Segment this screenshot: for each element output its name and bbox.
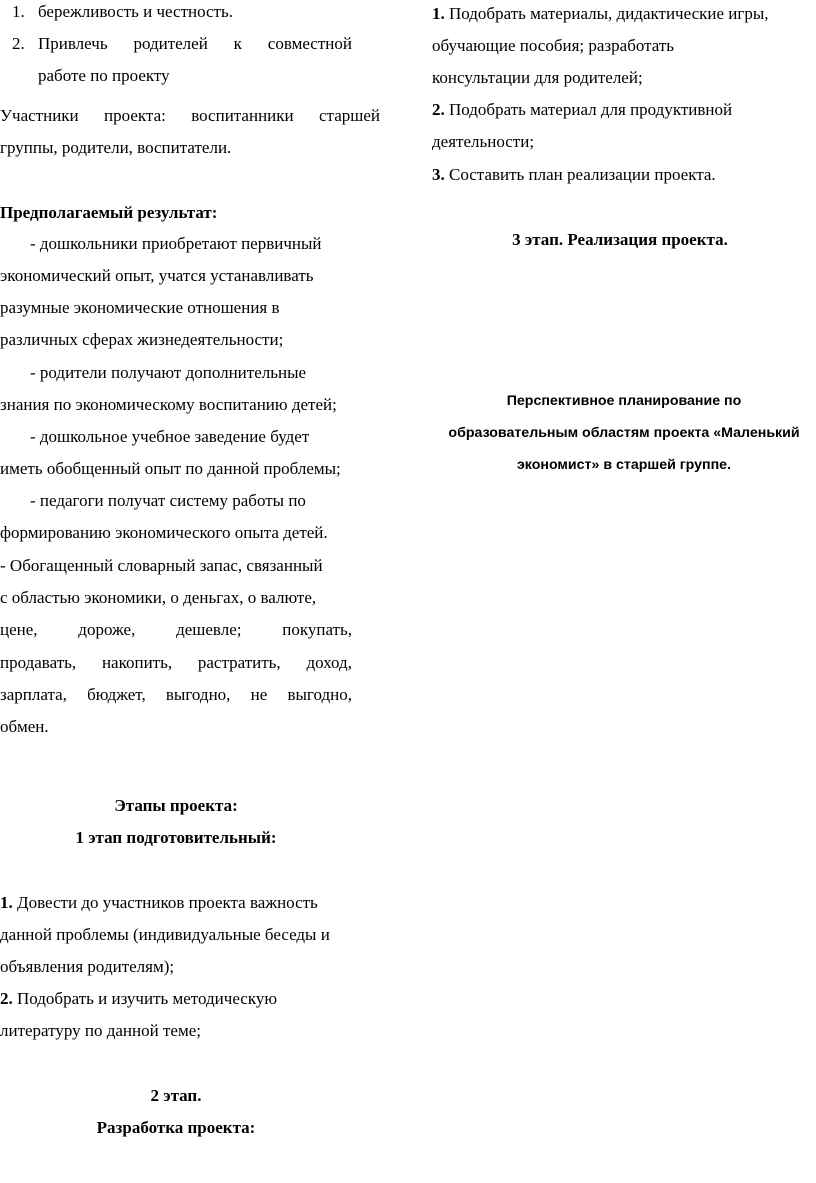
- stage-1-item: [0, 892, 318, 914]
- word: проекта:: [104, 106, 166, 125]
- result-line: - дошкольники приобретают первичный: [30, 234, 322, 253]
- word: бюджет,: [87, 685, 146, 704]
- result-line: знания по экономическому воспитанию детей;: [0, 395, 337, 414]
- word: растратить,: [197, 653, 281, 672]
- list-number: 2.: [12, 34, 25, 53]
- result-line: - родители получают дополнительные: [30, 363, 307, 382]
- result-line: экономический опыт, учатся устанавливать: [0, 266, 314, 285]
- result-words-line: [0, 684, 352, 706]
- plan-heading-line: Перспективное планирование по: [506, 393, 742, 409]
- item-text: Составить план реализации проекта.: [444, 165, 716, 184]
- word: цене,: [0, 620, 38, 639]
- word: продавать,: [0, 653, 77, 672]
- result-last: обмен.: [0, 717, 49, 736]
- word: не: [250, 685, 268, 704]
- stage-1-item: [0, 988, 277, 1010]
- result-heading: Предполагаемый результат:: [0, 203, 218, 222]
- list-number: 1.: [12, 2, 25, 21]
- result-line: - дошкольное учебное заведение будет: [30, 427, 310, 446]
- word: совместной: [267, 34, 352, 53]
- stage-3-heading: 3 этап. Реализация проекта.: [512, 230, 728, 249]
- result-line: с областью экономики, о деньгах, о валюте,: [0, 588, 317, 607]
- plan-heading-line: экономист» в старшей группе.: [516, 457, 732, 473]
- list-item-2: [0, 33, 352, 55]
- stages-title: Этапы проекта:: [114, 796, 238, 815]
- word: старшей: [319, 106, 380, 125]
- result-line: различных сферах жизнедеятельности;: [0, 330, 284, 349]
- item-text: Подобрать материал для продуктивной: [444, 100, 733, 119]
- stage-1-item-cont: литературу по данной теме;: [0, 1021, 201, 1040]
- stage-1-heading: 1 этап подготовительный:: [75, 828, 277, 847]
- stage-2-item-cont: обучающие пособия; разработать: [432, 36, 675, 55]
- result-line: - педагоги получат систему работы по: [30, 491, 306, 510]
- list-text-cont: работе по проекту: [38, 66, 170, 85]
- stage-2-item-cont: консультации для родителей;: [432, 68, 643, 87]
- result-line: иметь обобщенный опыт по данной проблемы;: [0, 459, 341, 478]
- word: Привлечь: [38, 34, 108, 53]
- stage-2-item: [432, 3, 769, 25]
- stage-2-item: [432, 164, 716, 186]
- item-text: Довести до участников проекта важность: [12, 893, 318, 912]
- word: к: [233, 34, 242, 53]
- item-text: Подобрать материалы, дидактические игры,: [444, 4, 769, 23]
- word: воспитанники: [191, 106, 294, 125]
- list-text-justified: [38, 33, 352, 55]
- participants-line-1: [0, 105, 380, 127]
- word: Участники: [0, 106, 79, 125]
- stage-1-item-cont: данной проблемы (индивидуальные беседы и: [0, 925, 330, 944]
- word: покупать,: [282, 620, 352, 639]
- participants-line-2: группы, родители, воспитатели.: [0, 138, 232, 157]
- result-line: разумные экономические отношения в: [0, 298, 280, 317]
- plan-heading-line: образовательным областям проекта «Маленький: [448, 425, 800, 441]
- result-words-line: [0, 619, 352, 641]
- item-number: 1.: [432, 4, 445, 23]
- word: дешевле;: [176, 620, 242, 639]
- item-number: 1.: [0, 893, 13, 912]
- item-number: 2.: [432, 100, 445, 119]
- stage-2-subheading: Разработка проекта:: [96, 1118, 256, 1137]
- item-number: 3.: [432, 165, 445, 184]
- word: родителей: [133, 34, 208, 53]
- item-text: Подобрать и изучить методическую: [12, 989, 278, 1008]
- word: зарплата,: [0, 685, 67, 704]
- word: доход,: [306, 653, 352, 672]
- item-number: 2.: [0, 989, 13, 1008]
- stage-2-item-cont: деятельности;: [432, 132, 535, 151]
- word: выгодно,: [287, 685, 352, 704]
- stage-2-item: [432, 99, 732, 121]
- stage-2-heading: 2 этап.: [150, 1086, 202, 1105]
- result-line: - Обогащенный словарный запас, связанный: [0, 556, 323, 575]
- stage-1-item-cont: объявления родителям);: [0, 957, 175, 976]
- result-words-line: [0, 652, 352, 674]
- word: выгодно,: [165, 685, 231, 704]
- list-text: бережливость и честность.: [38, 2, 233, 21]
- word: дороже,: [78, 620, 136, 639]
- word: накопить,: [101, 653, 173, 672]
- result-line: формированию экономического опыта детей.: [0, 523, 328, 542]
